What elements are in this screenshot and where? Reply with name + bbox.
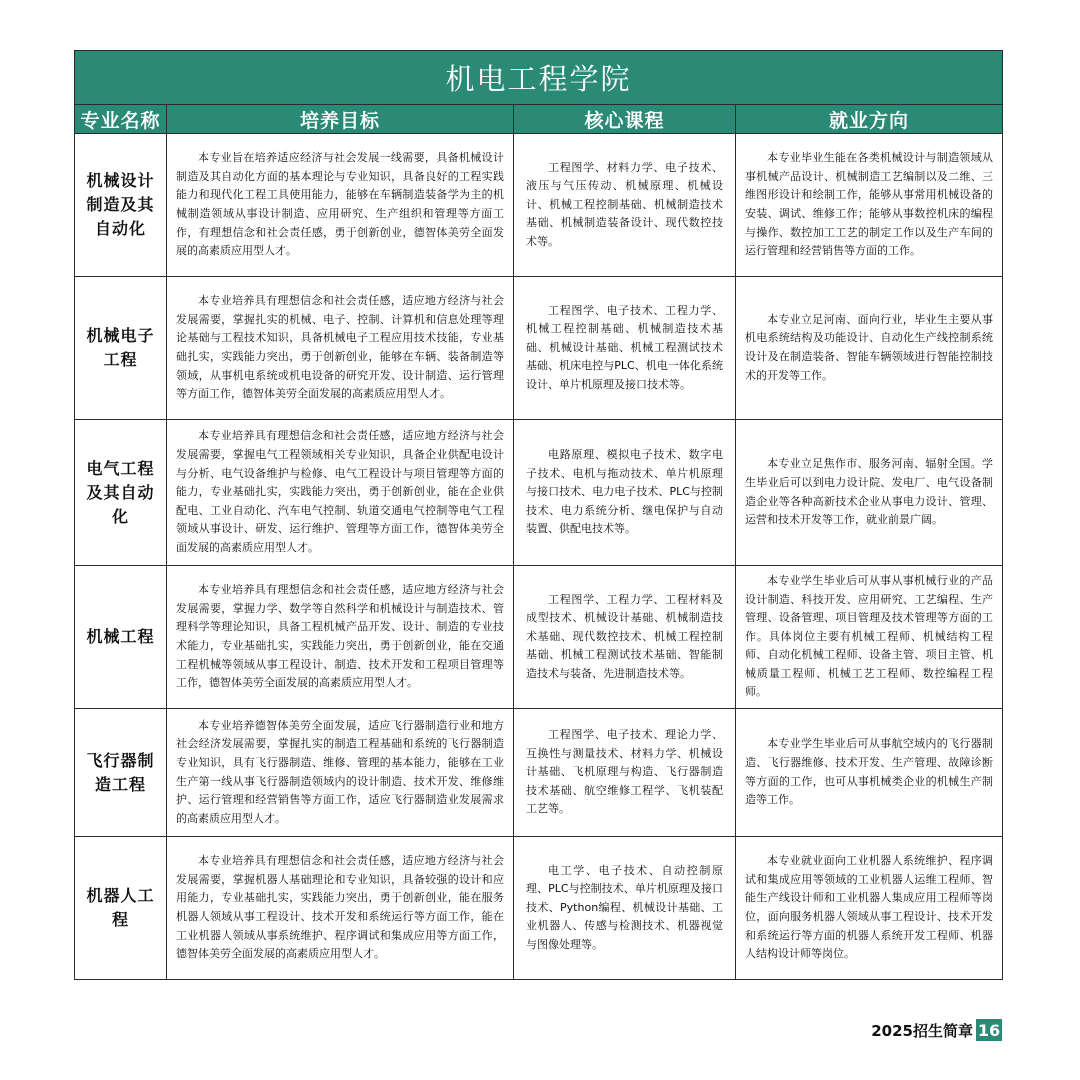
table-title: 机电工程学院 (75, 51, 1003, 105)
training-goal (167, 277, 514, 420)
program-table (74, 50, 1003, 980)
major-name: 机器人工程 (75, 837, 167, 980)
training-goal-text: 本专业培养具有理想信念和社会责任感，适应地方经济与社会发展需要，掌握机器人基础理论和专业知识，具备较强的设计和应用能力，专业基础扎实，实践能力突出，勇于创新创业，能在服务机器人领域从事工程设计、技术开发和系统运行等方面工作，能在工业机器人领域从事系统维护、程序调试和集成应用等方面工作，德智体美劳全面发展的高素质应用型人才。 (176, 854, 504, 961)
table-row (75, 420, 1003, 566)
header-career-direction: 就业方向 (736, 105, 1003, 134)
core-courses-text: 工程图学、电子技术、工程力学、机械工程控制基础、机械制造技术基础、机械设计基础、机械工程测试技术基础、机床电控与PLC、机电一体化系统设计、单片机原理及接口技术等。 (526, 303, 723, 391)
training-goal-text: 本专业培养具有理想信念和社会责任感，适应地方经济与社会发展需要，掌握电气工程领域相关专业知识，具备企业供配电设计与分析、电气设备维护与检修、电气工程设计与项目管理等方面的能力，专业基础扎实，实践能力突出，勇于创新创业，能在企业供配电、工业自动化、汽车电气控制、轨道交通电气控制等电气工程领域从事设计、研发、运行维护、管理等方面工作，德智体美劳全面发展的高素质应用型人才。 (176, 429, 504, 554)
training-goal (167, 134, 514, 277)
table-row (75, 277, 1003, 420)
core-courses (514, 134, 736, 277)
career-direction (736, 420, 1003, 566)
career-direction (736, 837, 1003, 980)
core-courses (514, 709, 736, 837)
career-direction (736, 566, 1003, 709)
table-row (75, 709, 1003, 837)
header-row (75, 105, 1003, 134)
major-name: 机械电子工程 (75, 277, 167, 420)
page-number: 16 (977, 1020, 1001, 1040)
major-name: 机械工程 (75, 566, 167, 709)
table-row (75, 837, 1003, 980)
career-direction-text: 本专业学生毕业后可从事航空域内的飞行器制造、飞行器维修、技术开发、生产管理、故障诊断等方面的工作，也可从事机械类企业的机械生产制造等工作。 (745, 737, 994, 807)
training-goal (167, 420, 514, 566)
core-courses (514, 566, 736, 709)
core-courses-text: 工程图学、电子技术、理论力学、互换性与测量技术、材料力学、机械设计基础、飞机原理与构造、飞行器制造技术基础、航空维修工程学、飞机装配工艺等。 (526, 728, 723, 816)
core-courses (514, 837, 736, 980)
training-goal-text: 本专业培养具有理想信念和社会责任感，适应地方经济与社会发展需要，掌握扎实的机械、电子、控制、计算机和信息处理等理论基础与工程技术知识，具备机械电子工程应用技术技能，专业基础扎实，实践能力突出，勇于创新创业，能够在车辆、装备制造等领域，从事机电系统或机电设备的研究开发、设计制造、运行管理等方面工作，德智体美劳全面发展的高素质应用型人才。 (176, 294, 504, 401)
training-goal-text: 本专业旨在培养适应经济与社会发展一线需要，具备机械设计制造及其自动化方面的基本理论与专业知识，具备良好的工程实践能力和现代化工程工具使用能力，能够在车辆制造装备学为主的机械制造领域从事设计制造、应用研究、生产组织和管理等方面工作，有理想信念和社会责任感，勇于创新创业，德智体美劳全面发展的高素质应用型人才。 (176, 151, 504, 258)
training-goal (167, 566, 514, 709)
table-row (75, 134, 1003, 277)
core-courses (514, 277, 736, 420)
career-direction-text: 本专业就业面向工业机器人系统维护、程序调试和集成应用等领域的工业机器人运维工程师、智能生产线设计师和工业机器人集成应用工程师等岗位，面向服务机器人领域从事工程设计、技术开发和系统运行等方面的机器人系统开发工程师、机器人结构设计师等岗位。 (745, 854, 994, 961)
header-core-courses: 核心课程 (514, 105, 736, 134)
training-goal (167, 837, 514, 980)
career-direction-text: 本专业立足焦作市、服务河南、辐射全国。学生毕业后可以到电力设计院、发电厂、电气设备制造企业等各种高新技术企业从事电力设计、管理、运营和技术开发等工作，就业前景广阔。 (745, 457, 994, 527)
page-footer (871, 1019, 1002, 1041)
core-courses-text: 工程图学、材料力学、电子技术、液压与气压传动、机械原理、机械设计、机械工程控制基础、机械制造技术基础、机械制造装备设计、现代数控技术等。 (526, 160, 723, 248)
major-name: 电气工程及其自动化 (75, 420, 167, 566)
table-row (75, 566, 1003, 709)
core-courses-text: 电路原理、模拟电子技术、数字电子技术、电机与拖动技术、单片机原理与接口技术、电力电子技术、PLC与控制技术、电力系统分析、继电保护与自动装置、供配电技术等。 (526, 448, 723, 536)
header-major-name: 专业名称 (75, 105, 167, 134)
major-name: 飞行器制造工程 (75, 709, 167, 837)
career-direction-text: 本专业学生毕业后可从事从事机械行业的产品设计制造、科技开发、应用研究、工艺编程、生产管理、设备管理、项目管理及技术管理等方面的工作。具体岗位主要有机械工程师、机械结构工程师、自动化机械工程师、设备主管、项目主管、机械质量工程师、机械工艺工程师、数控编程工程师。 (745, 573, 994, 699)
training-goal (167, 709, 514, 837)
career-direction-text: 本专业毕业生能在各类机械设计与制造领域从事机械产品设计、机械制造工艺编制以及二维、三维图形设计和绘制工作，能够从事常用机械设备的安装、调试、维修工作；能够从事数控机床的编程与操作、数控加工工艺的制定工作以及生产车间的运行管理和经营销售等方面的工作。 (745, 151, 994, 258)
training-goal-text: 本专业培养具有理想信念和社会责任感，适应地方经济与社会发展需要，掌握力学、数学等自然科学和机械设计与制造技术、管理科学等理论知识，具备工程机械产品开发、设计、制造的专业技术能力，专业基础扎实，实践能力突出，勇于创新创业，能在交通工程机械等领域从事工程设计、制造、技术开发和工程项目管理等工作，德智体美劳全面发展的高素质应用型人才。 (176, 583, 504, 690)
core-courses-text: 工程图学、工程力学、工程材料及成型技术、机械设计基础、机械制造技术基础、现代数控技术、机械工程控制基础、机械工程测试技术基础、智能制造技术与装备、先进制造技术等。 (526, 592, 723, 680)
career-direction-text: 本专业立足河南、面向行业，毕业生主要从事机电系统结构及功能设计、自动化生产线控制系统设计及在制造装备、智能车辆领域进行智能控制技术的开发等工作。 (745, 312, 994, 382)
training-goal-text: 本专业培养德智体美劳全面发展，适应飞行器制造行业和地方社会经济发展需要，掌握扎实的制造工程基础和系统的飞行器制造专业知识，具有飞行器制造、维修、管理的基本能力，能够在工业生产第一线从事飞行器制造领域内的设计制造、技术开发、维修维护、运行管理和经营销售等方面工作，适应飞行器制造业发展需求的高素质应用型人才。 (176, 718, 504, 825)
header-training-goal: 培养目标 (167, 105, 514, 134)
program-table-container (74, 50, 1002, 980)
career-direction (736, 277, 1003, 420)
brochure-title: 2025招生简章 (871, 1021, 973, 1040)
major-name: 机械设计制造及其自动化 (75, 134, 167, 277)
core-courses (514, 420, 736, 566)
career-direction (736, 134, 1003, 277)
core-courses-text: 电工学、电子技术、自动控制原理、PLC与控制技术、单片机原理及接口技术、Python编程、机械设计基础、工业机器人、传感与检测技术、机器视觉与图像处理等。 (526, 863, 723, 951)
career-direction (736, 709, 1003, 837)
